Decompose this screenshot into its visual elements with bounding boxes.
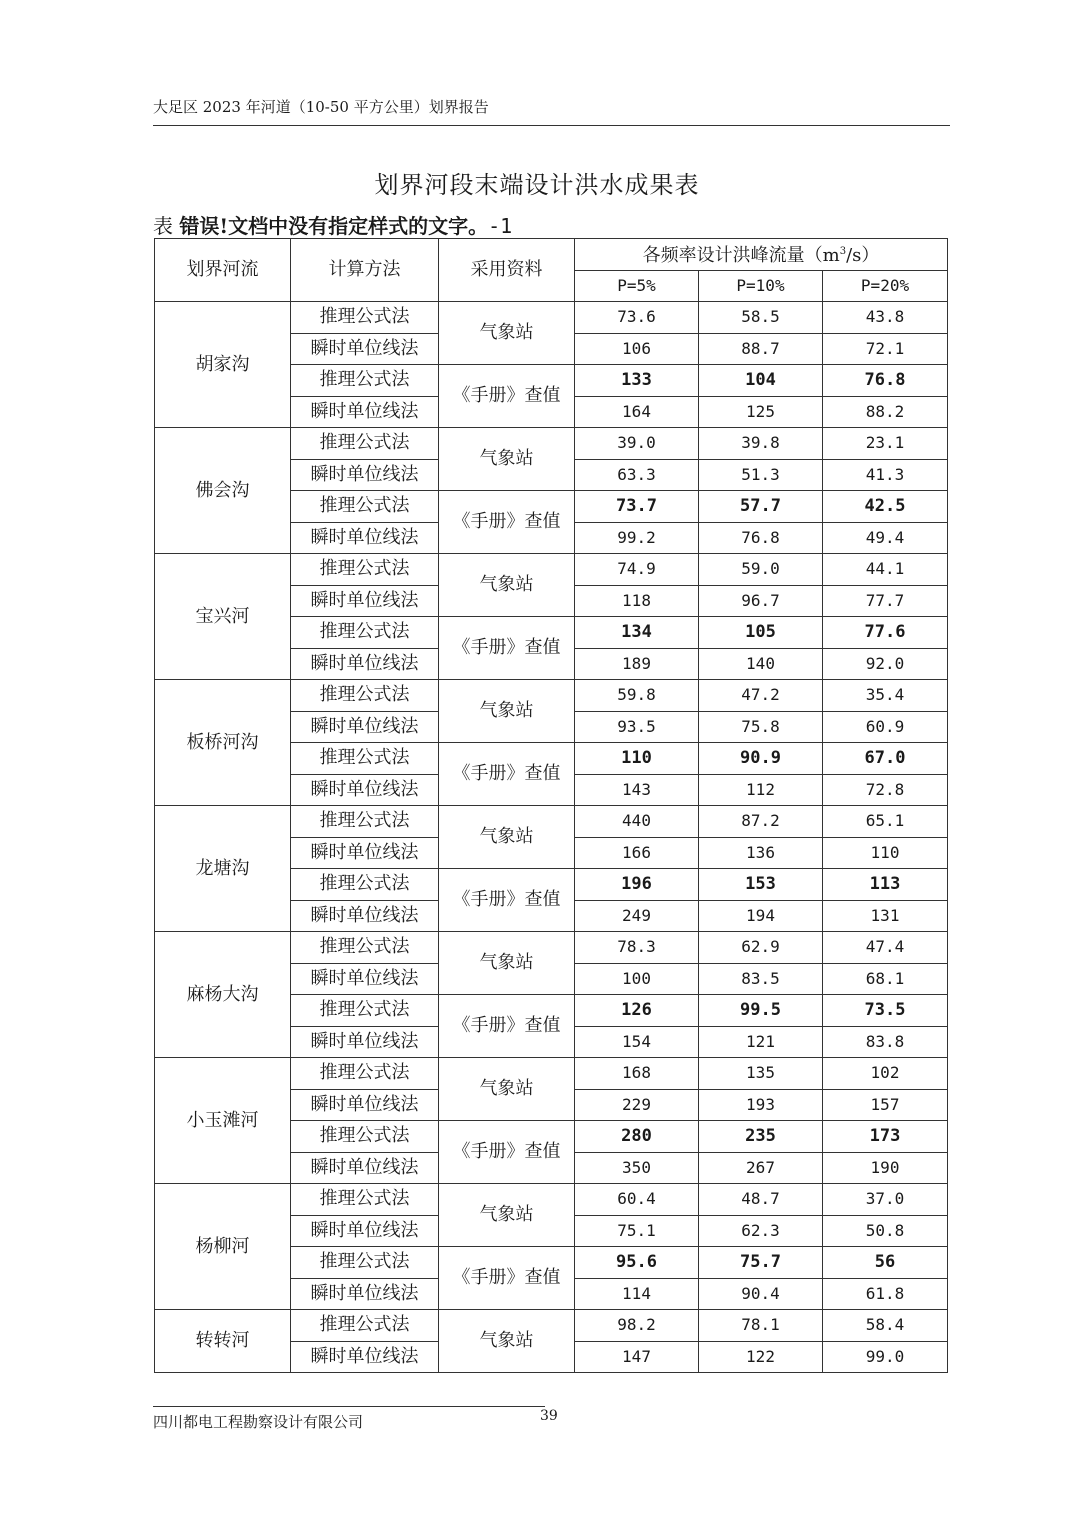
flow-value-cell: 157 xyxy=(823,1089,948,1121)
flow-value-cell: 39.0 xyxy=(575,428,699,460)
method-cell: 瞬时单位线法 xyxy=(291,585,439,617)
source-cell: 《手册》查值 xyxy=(439,365,575,428)
method-cell: 瞬时单位线法 xyxy=(291,1026,439,1058)
flow-value-cell: 100 xyxy=(575,963,699,995)
flow-value-cell: 93.5 xyxy=(575,711,699,743)
flow-value-cell: 47.2 xyxy=(699,680,823,712)
header-flow-prefix: 各频率设计洪峰流量（m xyxy=(642,245,840,267)
flow-value-cell: 164 xyxy=(575,396,699,428)
source-cell: 气象站 xyxy=(439,554,575,617)
flow-value-cell: 104 xyxy=(699,365,823,397)
table-caption xyxy=(153,210,512,239)
river-name: 杨柳河 xyxy=(155,1184,291,1310)
flow-value-cell: 131 xyxy=(823,900,948,932)
river-name: 胡家沟 xyxy=(155,302,291,428)
method-cell: 推理公式法 xyxy=(291,302,439,334)
flow-value-cell: 153 xyxy=(699,869,823,901)
method-cell: 瞬时单位线法 xyxy=(291,1152,439,1184)
flow-value-cell: 267 xyxy=(699,1152,823,1184)
header-freq-10: P=10% xyxy=(699,270,823,302)
source-cell: 《手册》查值 xyxy=(439,869,575,932)
method-cell: 推理公式法 xyxy=(291,554,439,586)
flow-value-cell: 112 xyxy=(699,774,823,806)
source-cell: 气象站 xyxy=(439,806,575,869)
header-flow-sup: 3 xyxy=(839,246,847,258)
page-number: 39 xyxy=(540,1408,558,1424)
flow-value-cell: 58.5 xyxy=(699,302,823,334)
flow-value-cell: 125 xyxy=(699,396,823,428)
flow-value-cell: 147 xyxy=(575,1341,699,1373)
method-cell: 推理公式法 xyxy=(291,1310,439,1342)
table-row xyxy=(155,1058,948,1090)
flow-value-cell: 140 xyxy=(699,648,823,680)
header-freq-20: P=20% xyxy=(823,270,948,302)
flow-value-cell: 173 xyxy=(823,1121,948,1153)
source-cell: 气象站 xyxy=(439,1310,575,1373)
caption-prefix: 表 xyxy=(153,214,173,238)
flow-value-cell: 57.7 xyxy=(699,491,823,523)
method-cell: 推理公式法 xyxy=(291,1184,439,1216)
flow-value-cell: 42.5 xyxy=(823,491,948,523)
flow-value-cell: 99.2 xyxy=(575,522,699,554)
flow-value-cell: 440 xyxy=(575,806,699,838)
method-cell: 推理公式法 xyxy=(291,1121,439,1153)
source-cell: 气象站 xyxy=(439,1058,575,1121)
flow-value-cell: 77.7 xyxy=(823,585,948,617)
river-name: 转转河 xyxy=(155,1310,291,1373)
flow-value-cell: 63.3 xyxy=(575,459,699,491)
table-title: 划界河段末端设计洪水成果表 xyxy=(374,171,700,199)
flow-value-cell: 75.8 xyxy=(699,711,823,743)
river-name: 宝兴河 xyxy=(155,554,291,680)
flow-value-cell: 113 xyxy=(823,869,948,901)
flow-value-cell: 90.9 xyxy=(699,743,823,775)
source-cell: 《手册》查值 xyxy=(439,1121,575,1184)
method-cell: 推理公式法 xyxy=(291,743,439,775)
flow-value-cell: 67.0 xyxy=(823,743,948,775)
table-row xyxy=(155,806,948,838)
table-body xyxy=(155,239,948,1373)
header-freq-5: P=5% xyxy=(575,270,699,302)
method-cell: 推理公式法 xyxy=(291,1058,439,1090)
flow-value-cell: 78.3 xyxy=(575,932,699,964)
flow-value-cell: 59.8 xyxy=(575,680,699,712)
caption-error-text: 错误!文档中没有指定样式的文字。 xyxy=(179,214,489,238)
header-flow xyxy=(575,239,948,271)
method-cell: 推理公式法 xyxy=(291,932,439,964)
method-cell: 推理公式法 xyxy=(291,806,439,838)
flow-value-cell: 51.3 xyxy=(699,459,823,491)
method-cell: 瞬时单位线法 xyxy=(291,459,439,491)
table-row xyxy=(155,302,948,334)
flow-value-cell: 62.3 xyxy=(699,1215,823,1247)
flow-value-cell: 78.1 xyxy=(699,1310,823,1342)
method-cell: 瞬时单位线法 xyxy=(291,963,439,995)
flow-value-cell: 60.9 xyxy=(823,711,948,743)
method-cell: 推理公式法 xyxy=(291,869,439,901)
flow-value-cell: 76.8 xyxy=(823,365,948,397)
flow-value-cell: 88.2 xyxy=(823,396,948,428)
method-cell: 瞬时单位线法 xyxy=(291,837,439,869)
flow-value-cell: 39.8 xyxy=(699,428,823,460)
flow-value-cell: 48.7 xyxy=(699,1184,823,1216)
method-cell: 瞬时单位线法 xyxy=(291,522,439,554)
method-cell: 推理公式法 xyxy=(291,365,439,397)
flow-value-cell: 92.0 xyxy=(823,648,948,680)
flow-value-cell: 41.3 xyxy=(823,459,948,491)
table-row xyxy=(155,680,948,712)
method-cell: 瞬时单位线法 xyxy=(291,900,439,932)
flow-value-cell: 87.2 xyxy=(699,806,823,838)
flow-value-cell: 114 xyxy=(575,1278,699,1310)
table-row xyxy=(155,1184,948,1216)
flow-value-cell: 35.4 xyxy=(823,680,948,712)
method-cell: 瞬时单位线法 xyxy=(291,333,439,365)
flow-value-cell: 59.0 xyxy=(699,554,823,586)
footer-company: 四川都电工程勘察设计有限公司 xyxy=(153,1413,364,1431)
method-cell: 瞬时单位线法 xyxy=(291,396,439,428)
method-cell: 推理公式法 xyxy=(291,995,439,1027)
source-cell: 《手册》查值 xyxy=(439,617,575,680)
header-flow-suffix: /s） xyxy=(846,245,880,267)
method-cell: 瞬时单位线法 xyxy=(291,1089,439,1121)
flow-value-cell: 122 xyxy=(699,1341,823,1373)
footer-rule xyxy=(153,1406,545,1407)
source-cell: 气象站 xyxy=(439,428,575,491)
page-header xyxy=(153,97,950,126)
header-source: 采用资料 xyxy=(439,239,575,302)
header-row xyxy=(155,239,948,271)
flow-value-cell: 77.6 xyxy=(823,617,948,649)
river-name: 龙塘沟 xyxy=(155,806,291,932)
flow-value-cell: 110 xyxy=(575,743,699,775)
flow-value-cell: 50.8 xyxy=(823,1215,948,1247)
method-cell: 瞬时单位线法 xyxy=(291,711,439,743)
flow-value-cell: 90.4 xyxy=(699,1278,823,1310)
flow-value-cell: 99.0 xyxy=(823,1341,948,1373)
flow-value-cell: 133 xyxy=(575,365,699,397)
flow-value-cell: 194 xyxy=(699,900,823,932)
flow-value-cell: 280 xyxy=(575,1121,699,1153)
header-text: 大足区 2023 年河道（10-50 平方公里）划界报告 xyxy=(153,98,489,116)
flow-value-cell: 65.1 xyxy=(823,806,948,838)
flow-value-cell: 110 xyxy=(823,837,948,869)
flow-value-cell: 49.4 xyxy=(823,522,948,554)
flow-value-cell: 88.7 xyxy=(699,333,823,365)
flow-value-cell: 106 xyxy=(575,333,699,365)
flow-value-cell: 134 xyxy=(575,617,699,649)
flow-value-cell: 61.8 xyxy=(823,1278,948,1310)
method-cell: 推理公式法 xyxy=(291,617,439,649)
river-name: 佛会沟 xyxy=(155,428,291,554)
caption-suffix: -1 xyxy=(488,214,513,238)
table-row xyxy=(155,428,948,460)
flow-value-cell: 83.8 xyxy=(823,1026,948,1058)
river-name: 麻杨大沟 xyxy=(155,932,291,1058)
flow-value-cell: 58.4 xyxy=(823,1310,948,1342)
flow-value-cell: 23.1 xyxy=(823,428,948,460)
method-cell: 推理公式法 xyxy=(291,491,439,523)
flood-results-table xyxy=(154,238,948,1373)
flow-value-cell: 44.1 xyxy=(823,554,948,586)
flow-value-cell: 196 xyxy=(575,869,699,901)
source-cell: 气象站 xyxy=(439,302,575,365)
flow-value-cell: 121 xyxy=(699,1026,823,1058)
river-name: 小玉滩河 xyxy=(155,1058,291,1184)
flow-value-cell: 56 xyxy=(823,1247,948,1279)
flow-value-cell: 73.5 xyxy=(823,995,948,1027)
source-cell: 气象站 xyxy=(439,932,575,995)
flow-value-cell: 190 xyxy=(823,1152,948,1184)
flow-value-cell: 47.4 xyxy=(823,932,948,964)
flow-value-cell: 193 xyxy=(699,1089,823,1121)
source-cell: 气象站 xyxy=(439,1184,575,1247)
flow-value-cell: 72.8 xyxy=(823,774,948,806)
flow-value-cell: 72.1 xyxy=(823,333,948,365)
flow-value-cell: 118 xyxy=(575,585,699,617)
flow-value-cell: 74.9 xyxy=(575,554,699,586)
flow-value-cell: 135 xyxy=(699,1058,823,1090)
flow-value-cell: 350 xyxy=(575,1152,699,1184)
flow-value-cell: 189 xyxy=(575,648,699,680)
flow-value-cell: 37.0 xyxy=(823,1184,948,1216)
source-cell: 《手册》查值 xyxy=(439,491,575,554)
flow-value-cell: 229 xyxy=(575,1089,699,1121)
method-cell: 瞬时单位线法 xyxy=(291,1215,439,1247)
flow-value-cell: 168 xyxy=(575,1058,699,1090)
flow-value-cell: 126 xyxy=(575,995,699,1027)
flow-value-cell: 73.6 xyxy=(575,302,699,334)
flow-value-cell: 166 xyxy=(575,837,699,869)
method-cell: 瞬时单位线法 xyxy=(291,1341,439,1373)
method-cell: 瞬时单位线法 xyxy=(291,774,439,806)
flow-value-cell: 102 xyxy=(823,1058,948,1090)
flow-value-cell: 143 xyxy=(575,774,699,806)
river-name: 板桥河沟 xyxy=(155,680,291,806)
flow-value-cell: 249 xyxy=(575,900,699,932)
source-cell: 《手册》查值 xyxy=(439,995,575,1058)
flow-value-cell: 73.7 xyxy=(575,491,699,523)
source-cell: 《手册》查值 xyxy=(439,1247,575,1310)
flow-value-cell: 95.6 xyxy=(575,1247,699,1279)
flow-value-cell: 62.9 xyxy=(699,932,823,964)
method-cell: 瞬时单位线法 xyxy=(291,648,439,680)
flow-value-cell: 83.5 xyxy=(699,963,823,995)
flow-value-cell: 105 xyxy=(699,617,823,649)
flow-value-cell: 76.8 xyxy=(699,522,823,554)
method-cell: 推理公式法 xyxy=(291,428,439,460)
table-row xyxy=(155,932,948,964)
flow-value-cell: 154 xyxy=(575,1026,699,1058)
flow-value-cell: 75.1 xyxy=(575,1215,699,1247)
header-river: 划界河流 xyxy=(155,239,291,302)
flow-value-cell: 60.4 xyxy=(575,1184,699,1216)
table-row xyxy=(155,554,948,586)
flow-value-cell: 136 xyxy=(699,837,823,869)
flow-value-cell: 96.7 xyxy=(699,585,823,617)
flow-value-cell: 75.7 xyxy=(699,1247,823,1279)
flow-value-cell: 98.2 xyxy=(575,1310,699,1342)
method-cell: 瞬时单位线法 xyxy=(291,1278,439,1310)
method-cell: 推理公式法 xyxy=(291,1247,439,1279)
header-method: 计算方法 xyxy=(291,239,439,302)
flow-value-cell: 43.8 xyxy=(823,302,948,334)
source-cell: 气象站 xyxy=(439,680,575,743)
flow-value-cell: 235 xyxy=(699,1121,823,1153)
source-cell: 《手册》查值 xyxy=(439,743,575,806)
flow-value-cell: 99.5 xyxy=(699,995,823,1027)
method-cell: 推理公式法 xyxy=(291,680,439,712)
flow-value-cell: 68.1 xyxy=(823,963,948,995)
table-row xyxy=(155,1310,948,1342)
